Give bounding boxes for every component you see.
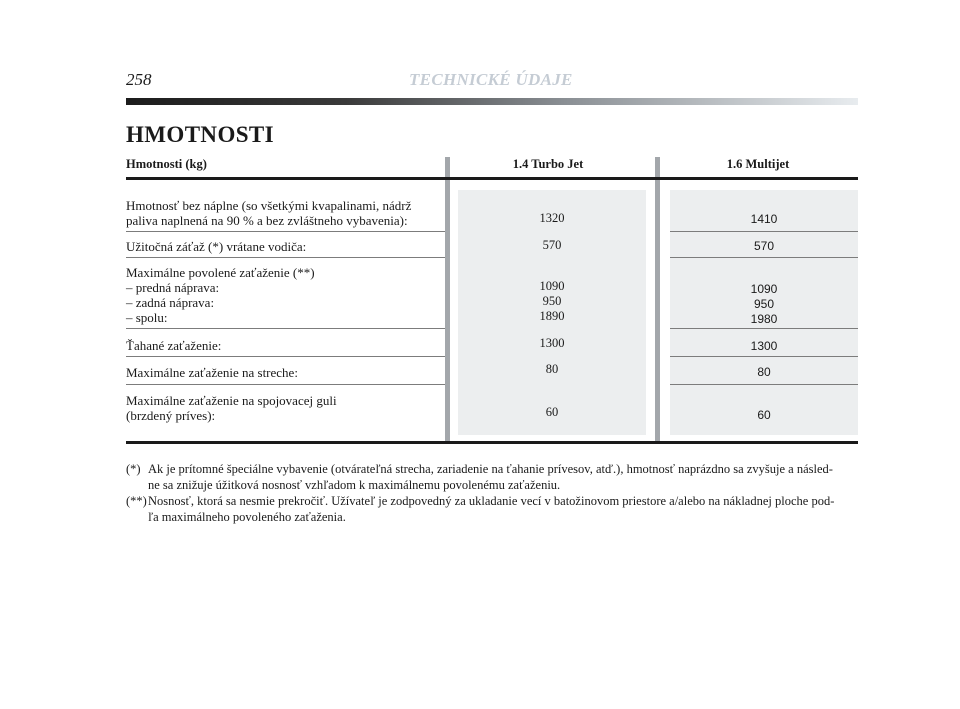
footnote-marker: (**) (126, 494, 147, 508)
footnote-2: (**) Nosnosť, ktorá sa nesmie prekročiť. Užívateľ je zodpovedný za ukladanie vecí v batožinovom priestore a/alebo na nákladnej ploche pod- ľa maximálneho povoleného zaťaženia. (126, 494, 835, 524)
value-turbo-towed-load: 1300 (539, 336, 565, 350)
row-divider (126, 257, 445, 258)
row-label-hitch-load: Maximálne zaťaženie na spojovacej guli (brzdený príves): (126, 393, 337, 423)
value-multijet-empty-weight: 1410 (750, 212, 778, 226)
footnote-marker: (*) (126, 462, 141, 476)
value-multijet-hitch-load: 60 (757, 408, 771, 422)
row-divider (670, 356, 858, 357)
row-label-towed-load: Ťahané zaťaženie: (126, 338, 222, 353)
footnote-1: (*) Ak je prítomné špeciálne vybavenie (otvárateľná strecha, zariadenie na ťahanie prívesov, atď.), hmotnosť naprázdno sa zvyšuje a násled- ne sa znižuje úžitková nosnosť vzhľadom k maximálnemu povolenému zaťaženiu. (126, 462, 833, 492)
row-label-payload: Užitočná záťaž (*) vrátane vodiča: (126, 239, 307, 254)
table-bottom-rule (126, 441, 858, 444)
row-label-roof-load: Maximálne zaťaženie na streche: (126, 365, 298, 380)
row-divider (670, 231, 858, 232)
section-title: HMOTNOSTI (126, 122, 275, 147)
value-turbo-roof-load: 80 (545, 362, 559, 376)
row-divider (126, 384, 445, 385)
value-turbo-empty-weight: 1320 (539, 211, 565, 225)
column-header-weights: Hmotnosti (kg) (126, 157, 207, 171)
row-divider (670, 328, 858, 329)
value-multijet-roof-load: 80 (757, 365, 771, 379)
row-divider (126, 231, 445, 232)
running-head: TECHNICKÉ ÚDAJE (409, 70, 573, 89)
value-turbo-hitch-load: 60 (545, 405, 559, 419)
row-divider (126, 328, 445, 329)
row-divider (670, 257, 858, 258)
header-rule (126, 98, 858, 105)
column-separator (445, 157, 450, 443)
column-header-multijet: 1.6 Multijet (726, 157, 790, 171)
table-top-rule (126, 177, 858, 180)
row-divider (670, 384, 858, 385)
row-label-empty-weight: Hmotnosť bez náplne (so všetkými kvapalinami, nádrž paliva naplnená na 90 % a bez zvláštneho vybavenia): (126, 198, 412, 228)
row-divider (126, 356, 445, 357)
page-number: 258 (126, 70, 152, 89)
value-turbo-payload: 570 (542, 238, 562, 252)
column-header-turbo-jet: 1.4 Turbo Jet (512, 157, 584, 171)
row-label-max-load: Maximálne povolené zaťaženie (**) – predná náprava: – zadná náprava: – spolu: (126, 265, 315, 325)
value-multijet-payload: 570 (753, 239, 775, 253)
value-multijet-max-load: 1090 950 1980 (750, 282, 778, 326)
value-multijet-towed-load: 1300 (750, 339, 778, 353)
value-turbo-max-load: 1090 950 1890 (539, 279, 565, 323)
column-separator (655, 157, 660, 443)
